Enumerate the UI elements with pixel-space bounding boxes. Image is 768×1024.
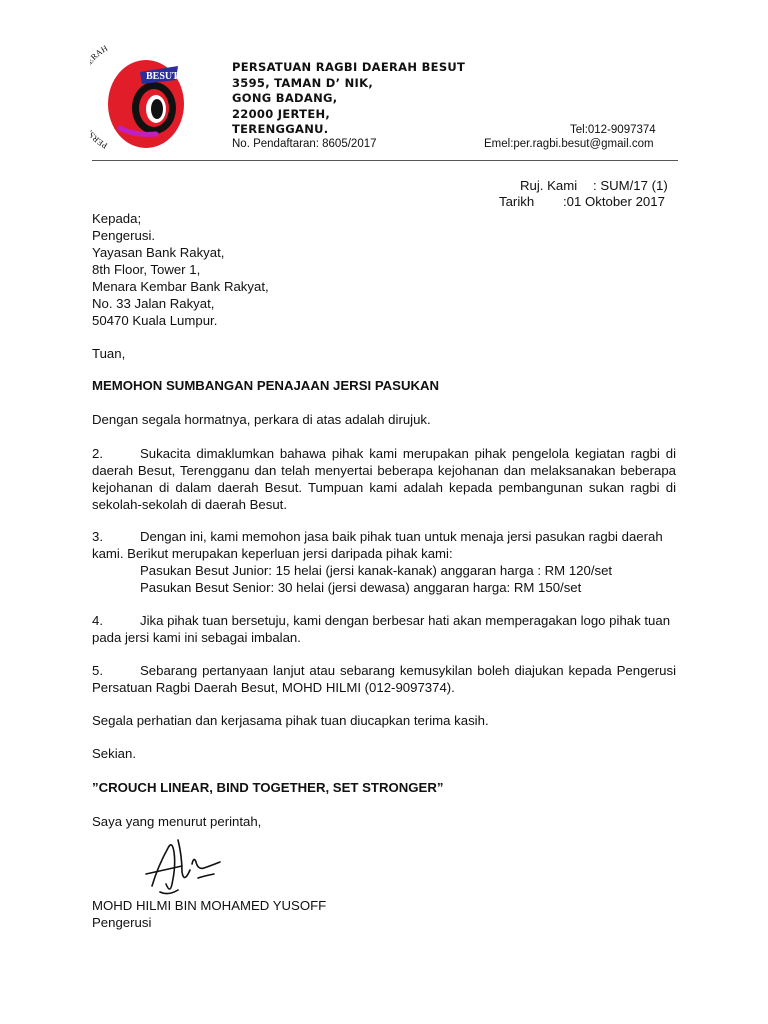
subject-line: MEMOHON SUMBANGAN PENAJAAN JERSI PASUKAN <box>92 378 440 393</box>
paragraph-4-number: 4. <box>92 613 103 628</box>
closing-phrase: Saya yang menurut perintah, <box>92 814 262 829</box>
paragraph-2-number: 2. <box>92 446 103 461</box>
recipient-address <box>92 210 269 329</box>
registration-number: No. Pendaftaran: 8605/2017 <box>232 138 377 150</box>
address-line-2: GONG BADANG, <box>232 91 338 105</box>
org-name: PERSATUAN RAGBI DAERAH BESUT <box>232 60 466 74</box>
reference-ruj-label: Ruj. Kami <box>520 178 578 193</box>
reference-ruj-value: : SUM/17 (1) <box>593 178 668 193</box>
address-line-1: 3595, TAMAN D’ NIK, <box>232 75 374 90</box>
recipient-line: Pengerusi. <box>92 228 156 243</box>
address-line-3: 22000 JERTEH, <box>232 106 331 121</box>
jersey-item-senior: Pasukan Besut Senior: 30 helai (jersi dewasa) anggaran harga: RM 150/set <box>140 580 582 595</box>
recipient-line: Yayasan Bank Rakyat, <box>92 245 225 260</box>
paragraph-3-number: 3. <box>92 529 103 544</box>
recipient-line: 50470 Kuala Lumpur. <box>92 313 218 328</box>
signatory-title: Pengerusi <box>92 915 152 930</box>
paragraph-2-text: Sukacita dimaklumkan bahawa pihak kami merupakan pihak pengelola kegiatan ragbi di daerah Besut, Terengganu dan telah menyertai beberapa kejohanan dan melaksanakan beberapa kejohanan di dalam daerah Besut. Tumpuan kami adalah kepada pembangunan sukan ragbi di sekolah-sekolah di daerah Besut. <box>92 446 676 512</box>
salutation: Tuan, <box>92 346 126 361</box>
motto-line: ”CROUCH LINEAR, BIND TOGETHER, SET STRONGER” <box>92 780 444 795</box>
paragraph-5-number: 5. <box>92 663 103 678</box>
letterhead-block <box>232 60 465 138</box>
logo-ring-text: PER AH <box>90 44 110 152</box>
telephone: Tel:012-9097374 <box>570 124 656 136</box>
address-line-4: TERENGGANU. <box>232 122 329 136</box>
signatory-name: MOHD HILMI BIN MOHAMED YUSOFF <box>92 898 327 913</box>
thanks-line: Segala perhatian dan kerjasama pihak tuan diucapkan terima kasih. <box>92 713 489 728</box>
organization-logo <box>90 44 186 152</box>
logo-badge-text: BESUT <box>146 71 179 82</box>
header-divider <box>92 160 678 161</box>
paragraph-3-text: Dengan ini, kami memohon jasa baik pihak tuan untuk menaja jersi pasukan ragbi daerah kami. Berikut merupakan keperluan jersi daripada pihak kami: <box>92 529 663 561</box>
reference-date-label: Tarikh <box>499 194 535 209</box>
opening-line: Dengan segala hormatnya, perkara di atas adalah dirujuk. <box>92 412 431 427</box>
reference-date-value: :01 Oktober 2017 <box>563 194 665 209</box>
sekian-line: Sekian. <box>92 746 136 761</box>
recipient-line: 8th Floor, Tower 1, <box>92 262 201 277</box>
paragraph-5-text: Sebarang pertanyaan lanjut atau sebarang kemusykilan boleh diajukan kepada Pengerusi Persatuan Ragbi Daerah Besut, MOHD HILMI (012-9097374). <box>92 663 676 695</box>
jersey-item-junior: Pasukan Besut Junior: 15 helai (jersi kanak-kanak) anggaran harga : RM 120/set <box>140 563 613 578</box>
handwritten-signature <box>138 826 228 902</box>
recipient-line: Kepada; <box>92 211 142 226</box>
email: Emel:per.ragbi.besut@gmail.com <box>484 138 654 150</box>
paragraph-4-text: Jika pihak tuan bersetuju, kami dengan berbesar hati akan memperagakan logo pihak tuan pada jersi kami ini sebagai imbalan. <box>92 613 671 645</box>
recipient-line: No. 33 Jalan Rakyat, <box>92 296 215 311</box>
recipient-line: Menara Kembar Bank Rakyat, <box>92 279 269 294</box>
